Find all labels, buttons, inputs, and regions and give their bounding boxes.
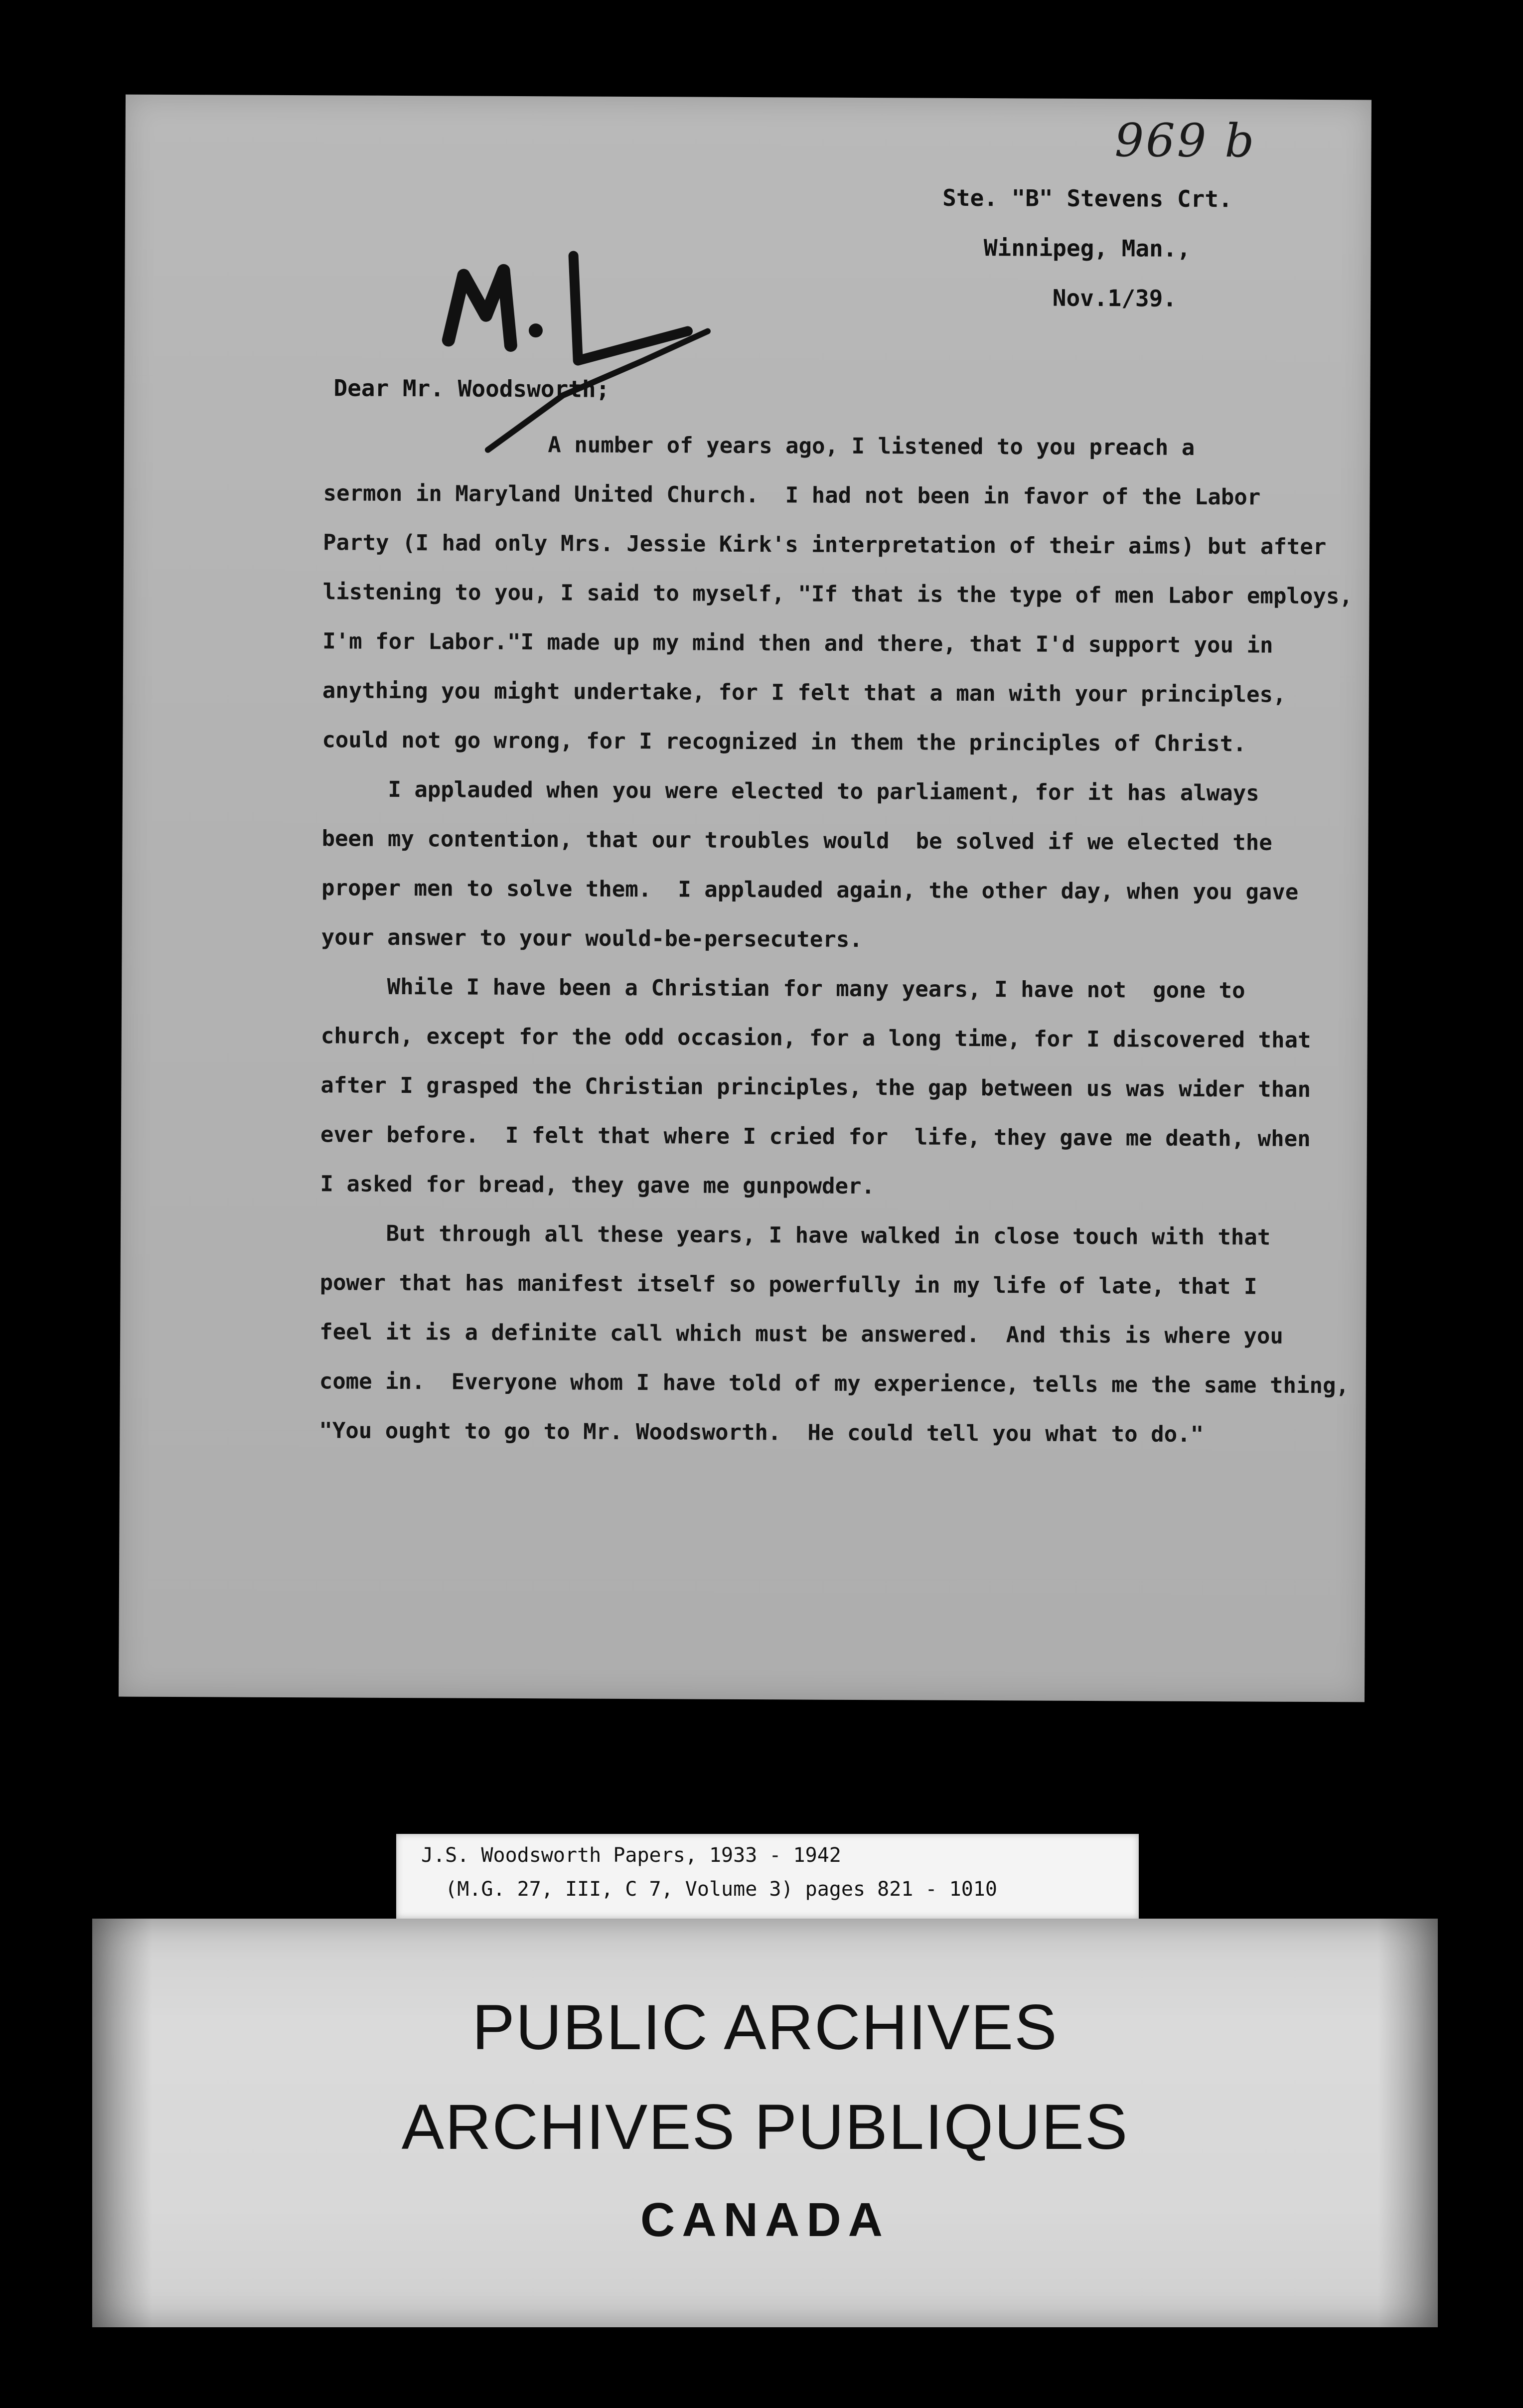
sender-address — [942, 173, 1232, 324]
paragraph: While I have been a Christian for many years, I have not gone to church, except for the odd occasion, for a long time, for I discovered that after I grasped the Christian principles, the gap between us was wider than ever before. I felt that where I cried for life, they gave me death, when I asked for bread, they gave me gunpowder. — [320, 974, 1311, 1200]
salutation: Dear Mr. Woodsworth; — [333, 374, 610, 403]
letter-body — [319, 419, 1353, 1460]
letter-page — [119, 95, 1371, 1702]
paragraph: I applauded when you were elected to parliament, for it has always been my contention, that our troubles would be solved if we elected the proper men to solve them. I applauded again, the other day, when you gave your answer to your would-be-persecuters. — [321, 776, 1299, 953]
address-line: Ste. "B" Stevens Crt. — [942, 184, 1232, 213]
stamp-english: PUBLIC ARCHIVES — [472, 1992, 1058, 2063]
paragraph: A number of years ago, I listened to you preach a sermon in Maryland United Church. I had not been in favor of the Labor Party (I had only Mrs. Jessie Kirk's interpretation of their aims) but after listening to you, I said to myself, "If that is the type of men Labor employs, I'm for Labor."I made up my mind then and there, that I'd support you in anything you might undertake, for I felt that a man with your principles, could not go wrong, for I recognized in them the principles of Christ. — [322, 431, 1353, 757]
collection-title: J.S. Woodsworth Papers, 1933 - 1942 — [421, 1844, 841, 1867]
pencil-page-number: 969 b — [1114, 114, 1256, 168]
letter-date: Nov.1/39. — [942, 284, 1177, 312]
stamp-country: CANADA — [640, 2193, 890, 2247]
stamp-french: ARCHIVES PUBLIQUES — [401, 2092, 1129, 2163]
address-line: Winnipeg, Man., — [942, 234, 1191, 262]
archives-stamp — [92, 1919, 1438, 2327]
paragraph: But through all these years, I have walked in close touch with that power that has manifest itself so powerfully in my life of late, that I feel it is a definite call which must be answered. And this is where you come in. Everyone whom I have told of my experience, tells me the same thing, "You ought to go to Mr. Woodsworth. He could tell you what to do." — [319, 1220, 1350, 1448]
collection-reference: (M.G. 27, III, C 7, Volume 3) pages 821 - 1010 — [421, 1878, 997, 1901]
collection-label-card — [396, 1834, 1139, 1919]
